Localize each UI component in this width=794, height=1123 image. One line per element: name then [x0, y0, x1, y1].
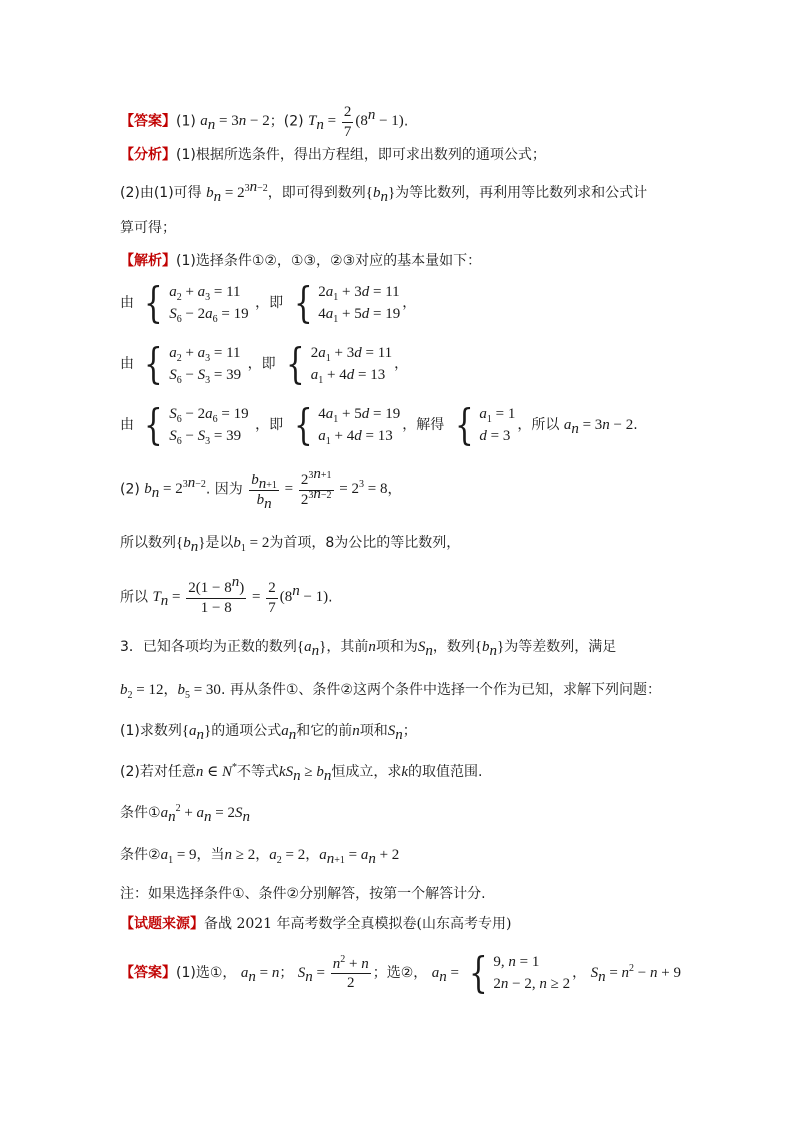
solution-part-2: (2) $b_n = 2^{3n-2}$. 因为 $\frac{b_{n+1}}{b_n}$ = $\frac{2^{3n+1}}{2^{3n-2}}$ = $2^3 = 8$，	[120, 466, 402, 512]
condition-2: 条件$②a_1 = 9$，当n ≥ 2，$a_2 = 2$，$a_{n+1} = a_n + 2$	[120, 847, 400, 867]
solution-part-3: 所以数列$\{b_n\}$是以$b_1 = 2$为首项，8为公比的等比数列，	[120, 535, 461, 555]
question-3-line-1: 3．已知各项均为正数的数列$\{a_n\}$，其前n项和为$S_n$，数列$\{b_n\}$为等差数列，满足	[120, 639, 617, 659]
answer-line: 【答案】(1) $a_n = 3n - 2$；(2) $T_n$ = $\frac{2}{7}$ $(8^n - 1)$.	[120, 104, 409, 140]
system-row-3: 由 { $S_6 - 2a_6 = 19$ $S_6 - S_3 = 39$ ，即 { $4a_1 + 5d = 19$ $a_1 + 4d = 13$ ，解得 { $a_1 = 1$ d = 3 ，所以 $a_n = 3n - 2$.	[120, 400, 638, 449]
question-3-line-2: $b_2 = 12$，$b_5 = 30$. 再从条件①、条件②这两个条件中选择一个作为已知，求解下列问题：	[120, 682, 661, 701]
analysis-line-3: 算可得；	[120, 220, 176, 236]
solution-tag: 【解析】	[120, 253, 176, 269]
source-tag: 【试题来源】	[120, 916, 204, 932]
solution-part-4: 所以 $T_n$ = $\frac{2(1 - 8^n)}{1 - 8}$ = $\frac{2}{7}$ $(8^n - 1)$.	[120, 574, 333, 616]
system-row-1: 由 { $a_2 + a_3 = 11$ $S_6 - 2a_6 = 19$ ，即 { $2a_1 + 3d = 11$ $4a_1 + 5d = 19$ ，	[120, 278, 417, 327]
solution-intro: 【解析】(1)选择条件①②，①③，②③对应的基本量如下：	[120, 253, 482, 269]
question-3-sub-2: (2)若对任意n ∈ N*不等式$kS_n \ge b_n$恒成立，求k的取值范围.	[120, 762, 483, 784]
answer-3-line: 【答案】(1)选①， $a_n = n$； $S_n$ = $\frac{n^2 + n}{2}$ ；选②， $a_n$ = { 9, n = 1 2n − 2, n ≥ 2 ， $S_n = n^2 - n + 9$	[120, 948, 681, 997]
source-line: 【试题来源】备战 2021 年高考数学全真模拟卷(山东高考专用)	[120, 916, 512, 932]
note: 注：如果选择条件①、条件②分别解答，按第一个解答计分.	[120, 886, 486, 902]
answer-3-tag: 【答案】	[120, 965, 176, 981]
analysis-tag: 【分析】	[120, 147, 176, 163]
analysis-line-2: (2)由(1)可得 $b_n = 2^{3n-2}$，即可得到数列$\{b_n\}$为等比数列，再利用等比数列求和公式计	[120, 179, 648, 205]
system-row-2: 由 { $a_2 + a_3 = 11$ $S_6 - S_3 = 39$ ，即 { $2a_1 + 3d = 11$ $a_1 + 4d = 13$ ，	[120, 339, 409, 388]
condition-1: 条件$①a_n^2 + a_n = 2S_n$	[120, 803, 250, 825]
analysis-line-1: 【分析】(1)根据所选条件，得出方程组，即可求出数列的通项公式；	[120, 147, 546, 163]
answer-tag: 【答案】	[120, 113, 176, 130]
question-3-sub-1: (1)求数列$\{a_n\}$的通项公式$a_n$和它的前n项和$S_n$；	[120, 723, 417, 743]
